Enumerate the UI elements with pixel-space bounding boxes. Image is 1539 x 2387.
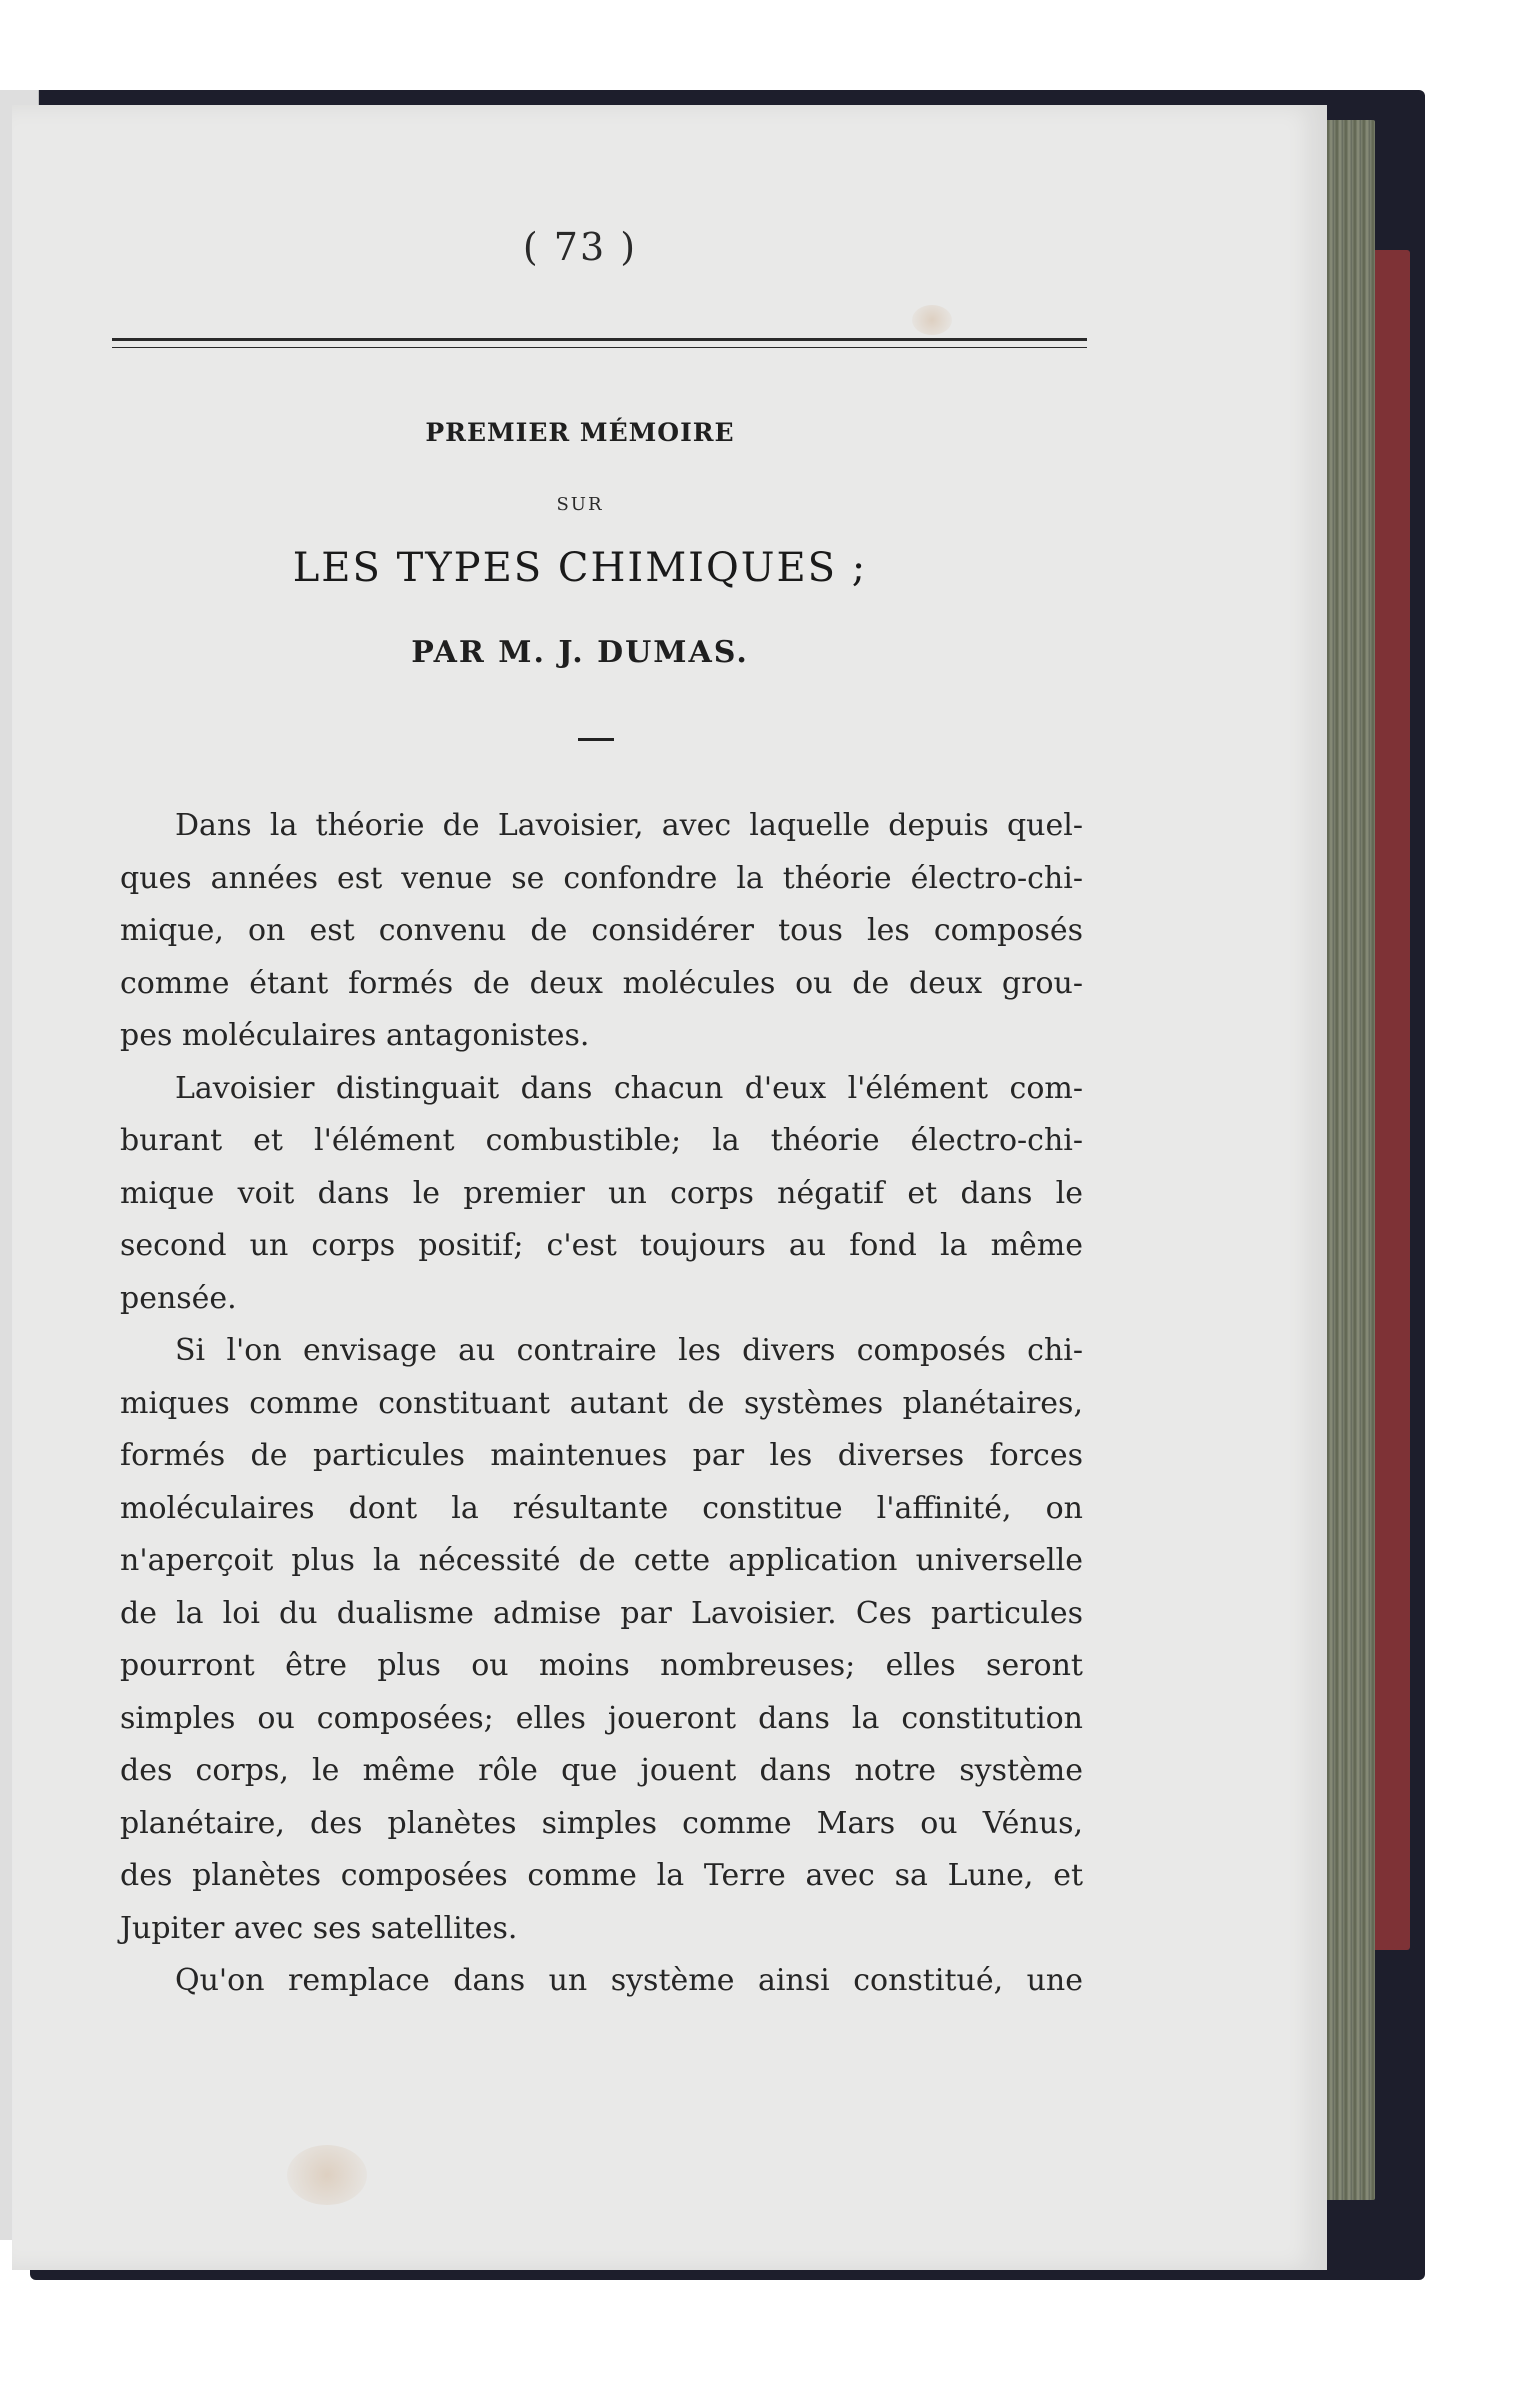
text-line: comme étant formés de deux molécules ou de deux grou- xyxy=(120,965,1083,1001)
body-text xyxy=(120,800,1083,2008)
text-line: mique, on est convenu de considérer tous les composés xyxy=(120,913,1083,948)
text-line: Qu'on remplace dans un système ainsi constitué, une xyxy=(175,1963,1083,1998)
text-line: simples ou composées; elles joueront dans la constitution xyxy=(120,1700,1083,1736)
text-line: pourront être plus ou moins nombreuses; elles seront xyxy=(120,1648,1083,1683)
foxing-spot xyxy=(912,305,952,335)
text-line: burant et l'élément combustible; la théorie électro-chi- xyxy=(120,1123,1083,1158)
memoir-title: LES TYPES CHIMIQUES ; xyxy=(292,545,868,591)
text-line: des corps, le même rôle que jouent dans notre système xyxy=(120,1753,1083,1788)
text-line: second un corps positif; c'est toujours au fond la même xyxy=(120,1228,1083,1263)
text-line: pensée. xyxy=(120,1280,237,1316)
text-line: formés de particules maintenues par les diverses forces xyxy=(120,1438,1083,1473)
text-line: moléculaires dont la résultante constitue l'affinité, on xyxy=(120,1490,1083,1526)
text-line: des planètes composées comme la Terre avec sa Lune, et xyxy=(120,1858,1083,1893)
text-line: de la loi du dualisme admise par Lavoisier. Ces particules xyxy=(120,1595,1083,1631)
title-divider xyxy=(578,738,614,741)
memoir-heading: PREMIER MÉMOIRE xyxy=(425,418,735,447)
text-line: Si l'on envisage au contraire les divers composés chi- xyxy=(175,1333,1083,1368)
header-rule xyxy=(112,338,1087,348)
text-line: planétaire, des planètes simples comme Mars ou Vénus, xyxy=(120,1805,1083,1841)
text-line: pes moléculaires antagonistes. xyxy=(120,1018,590,1053)
text-line: mique voit dans le premier un corps négatif et dans le xyxy=(120,1175,1083,1211)
text-line: Dans la théorie de Lavoisier, avec laquelle depuis quel- xyxy=(175,808,1083,843)
page-number: ( 73 ) xyxy=(522,225,638,269)
text-line: miques comme constituant autant de systèmes planétaires, xyxy=(120,1385,1083,1421)
text-line: Jupiter avec ses satellites. xyxy=(120,1910,518,1946)
foxing-spot xyxy=(287,2145,367,2205)
text-line: Lavoisier distinguait dans chacun d'eux l'élément com- xyxy=(175,1070,1083,1106)
memoir-author: PAR M. J. DUMAS. xyxy=(411,635,749,670)
memoir-sur: SUR xyxy=(556,494,604,515)
text-line: ques années est venue se confondre la théorie électro-chi- xyxy=(120,860,1083,896)
text-line: n'aperçoit plus la nécessité de cette application universelle xyxy=(120,1543,1083,1578)
